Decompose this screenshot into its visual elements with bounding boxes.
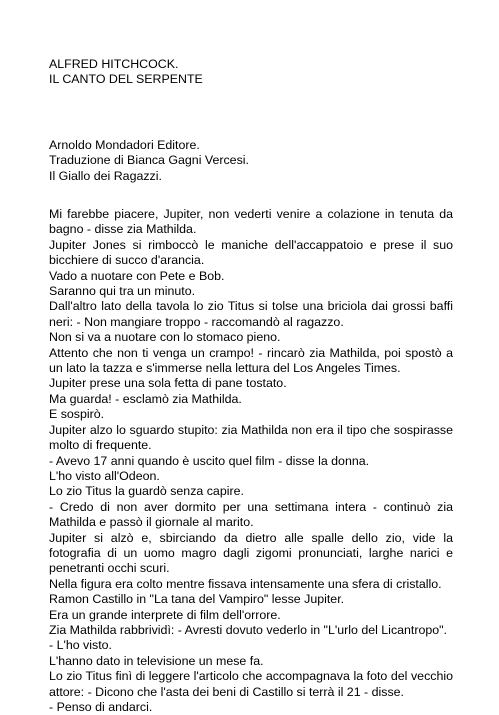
author-line: ALFRED HITCHCOCK. [49, 57, 179, 71]
paragraph: E sospirò. [49, 407, 105, 422]
paragraph: L'ho visto all'Odeon. [49, 468, 160, 483]
paragraph: Jupiter alzo lo sguardo stupito: zia Mathilda non era il tipo che sospirasse molto di frequente. [49, 422, 453, 453]
publication-info [49, 138, 453, 184]
publisher-line: Arnoldo Mondadori Editore. [49, 138, 200, 152]
paragraph: Mi farebbe piacere, Jupiter, non vederti venire a colazione in tenuta da bagno - disse zia Mathilda. [49, 207, 453, 237]
paragraph: Dall'altro lato della tavola lo zio Titus si tolse una briciola dai grossi baffi neri: - Non mangiare troppo - raccomandò al ragazzo. [49, 299, 453, 329]
paragraph: L'hanno dato in televisione un mese fa. [49, 653, 264, 668]
paragraph: - L'ho visto. [49, 638, 112, 653]
paragraph: Nella figura era colto mentre fissava intensamente una sfera di cristallo. [49, 576, 442, 591]
paragraph: Jupiter prese una sola fetta di pane tostato. [49, 376, 287, 391]
paragraph: - Credo di non aver dormito per una settimana intera - continuò zia Mathilda e passò il giornale al marito. [49, 499, 453, 530]
paragraph: Zia Mathilda rabbrividì: - Avresti dovuto vederlo in "L'urlo del Licantropo". [49, 622, 448, 637]
series-line: Il Giallo dei Ragazzi. [49, 168, 162, 183]
paragraph: Ma guarda! - esclamò zia Mathilda. [49, 391, 242, 406]
paragraph: Saranno qui tra un minuto. [49, 284, 196, 299]
paragraph: Attento che non ti venga un crampo! - rincarò zia Mathilda, poi spostò a un lato la tazza e s'immerse nella lettura del Los Angeles Times. [49, 345, 453, 376]
paragraph: Non si va a nuotare con lo stomaco pieno. [49, 330, 281, 345]
paragraph: Jupiter si alzò e, sbirciando da dietro alle spalle dello zio, vide la fotografia di un uomo magro dagli zigomi pronunciati, larghe narici e penetranti occhi scuri. [49, 530, 453, 576]
paragraph: Ramon Castillo in "La tana del Vampiro" lesse Jupiter. [49, 592, 345, 607]
paragraph: Vado a nuotare con Pete e Bob. [49, 268, 225, 283]
paragraph: Lo zio Titus la guardò senza capire. [49, 484, 244, 499]
translator-line: Traduzione di Bianca Gagni Vercesi. [49, 153, 249, 168]
paragraph: Era un grande interprete di film dell'orrore. [49, 607, 281, 622]
paragraph: - Penso di andarci. [49, 700, 153, 714]
paragraph: - Avevo 17 anni quando è uscito quel film - disse la donna. [49, 453, 370, 468]
story-text [49, 207, 453, 715]
book-title [49, 57, 453, 88]
book-title-line: IL CANTO DEL SERPENTE [49, 72, 203, 87]
paragraph: Jupiter Jones si rimboccò le maniche dell'accappatoio e prese il suo bicchiere di succo d'arancia. [49, 237, 453, 268]
paragraph: Lo zio Titus finì di leggere l'articolo che accompagnava la foto del vecchio attore: - Dicono che l'asta dei beni di Castillo si terrà il 21 - disse. [49, 669, 453, 699]
